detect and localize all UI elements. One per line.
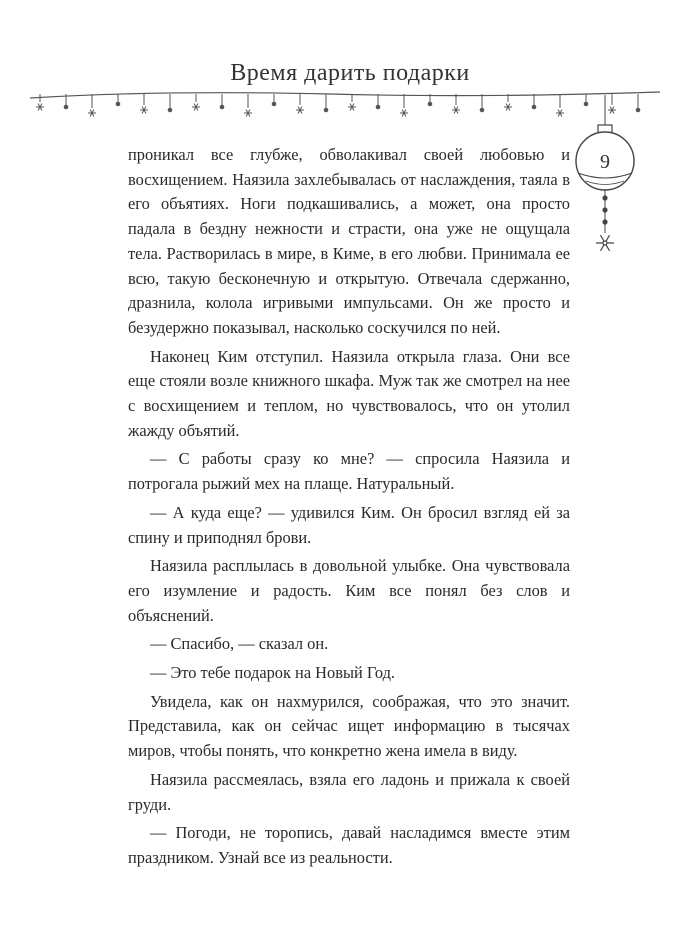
running-title: Время дарить подарки bbox=[230, 60, 470, 86]
body-text bbox=[128, 143, 570, 871]
paragraph: Увидела, как он нахмурился, соображая, что это значит. Представила, как он сейчас ищет информацию в тысячах миров, чтобы понять, что конкретно жена имела в виду. bbox=[128, 691, 570, 761]
paragraph: — С работы сразу ко мне? — спросила Наязила и потрогала рыжий мех на плаще. Натуральный. bbox=[128, 449, 570, 494]
paragraph: Наконец Ким отступил. Наязила открыла глаза. Они все еще стояли возле книжного шкафа. Муж так же смотрел на нее с восхищением и теплом, но чувствовалось, что он утолил жажду объятий. bbox=[128, 346, 570, 440]
paragraph: Наязила расплылась в довольной улыбке. Она чувствовала его изумление и радость. Ким все понял без слов и объяснений. bbox=[128, 556, 570, 625]
snowflake-icon bbox=[596, 235, 614, 251]
paragraph: — А куда еще? — удивился Ким. Он бросил взгляд ей за спину и приподнял брови. bbox=[128, 502, 570, 547]
paragraph: — Погоди, не торопись, давай насладимся вместе этим праздником. Узнай все из реальности. bbox=[128, 823, 570, 867]
christmas-bauble-icon bbox=[570, 95, 640, 270]
page-number: 9 bbox=[600, 151, 610, 173]
paragraph: Наязила рассмеялась, взяла его ладонь и прижала к своей груди. bbox=[128, 769, 570, 814]
paragraph: — Спасибо, — сказал он. bbox=[150, 634, 329, 654]
paragraph: — Это тебе подарок на Новый Год. bbox=[150, 663, 396, 683]
paragraph: проникал все глубже, обволакивал своей любовью и восхищением. Наязила захлебывалась от наслаждения, таяла в его объятиях. Ноги подкашивались, а может, она просто падала в бездну нежности и страсти, она уже не ощущала тела. Растворилась в мире, в Киме, в его любви. Принимала ее всю, такую бесконечную и открытую. Отвечала сдержанно, дразнила, колола игривыми импульсами. Он же просто и безудержно показывал, насколько соскучился по ней. bbox=[128, 145, 570, 337]
